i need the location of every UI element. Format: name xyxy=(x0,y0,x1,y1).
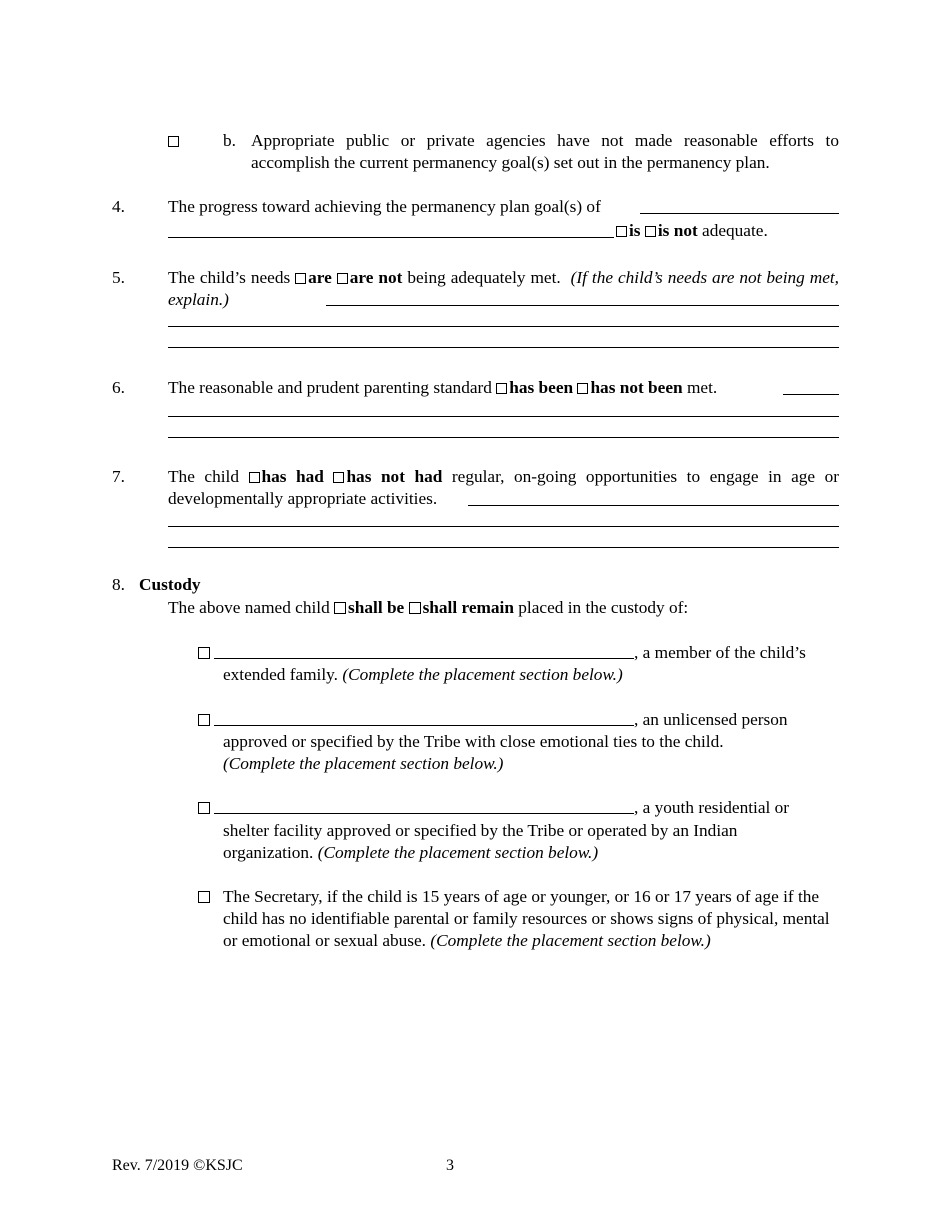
item4-is-label: is xyxy=(629,221,641,240)
custody-option-facility-instruction: (Complete the placement section below.) xyxy=(317,843,599,862)
item7-paragraph xyxy=(168,466,839,510)
item4-goal-line-1[interactable] xyxy=(640,213,839,214)
item4-is-not-checkbox[interactable] xyxy=(645,226,656,237)
item4-options xyxy=(616,220,768,242)
item5-instruction: (If the child’s needs are not being met, explain.) xyxy=(168,268,839,309)
item7-number: 7. xyxy=(112,467,125,486)
custody-option-facility-cont2 xyxy=(223,842,598,864)
custody-option-facility-checkbox[interactable] xyxy=(198,797,212,819)
custody-option-family-cont-text: extended family. xyxy=(223,665,339,684)
item7-has-had-checkbox[interactable] xyxy=(249,472,260,483)
item5-are-not-label: are not xyxy=(349,268,403,287)
item8-shall-be-checkbox[interactable] xyxy=(334,602,346,614)
custody-option-secretary-text xyxy=(223,886,833,952)
custody-option-family-cont xyxy=(223,664,623,686)
item4-is-checkbox[interactable] xyxy=(616,226,627,237)
item4-text: The progress toward achieving the permanency plan goal(s) of xyxy=(168,197,601,216)
custody-option-secretary-instruction: (Complete the placement section below.) xyxy=(430,931,711,950)
custody-option-facility-cont2-text: organization. xyxy=(223,843,314,862)
item6-line-3[interactable] xyxy=(168,437,839,438)
item5-explain-line-3[interactable] xyxy=(168,347,839,348)
item5-explain-line-2[interactable] xyxy=(168,326,839,327)
item6-tail: met. xyxy=(686,378,718,397)
custody-option-family-name-line[interactable] xyxy=(214,658,634,659)
item7-has-not-had-label: has not had xyxy=(346,467,443,486)
custody-option-family-instruction: (Complete the placement section below.) xyxy=(342,665,623,684)
item7-has-not-had-checkbox[interactable] xyxy=(333,472,344,483)
custody-option-unlicensed-instruction: (Complete the placement section below.) xyxy=(223,754,504,773)
item7-line-3[interactable] xyxy=(168,547,839,548)
footer-page-number: 3 xyxy=(446,1157,454,1174)
item5-are-not-checkbox[interactable] xyxy=(337,273,348,284)
item6-has-been-label: has been xyxy=(509,378,574,397)
item3b-checkbox[interactable] xyxy=(168,130,181,152)
item5-are-checkbox[interactable] xyxy=(295,273,306,284)
custody-option-family-checkbox[interactable] xyxy=(198,642,212,664)
item5-number: 5. xyxy=(112,268,125,287)
custody-option-facility-cont1: shelter facility approved or specified by the Tribe or operated by an Indian xyxy=(223,821,738,840)
item5-pre: The child’s needs xyxy=(168,268,291,287)
item8-pre: The above named child xyxy=(168,598,330,617)
item6-paragraph xyxy=(168,377,717,399)
item8-tail: placed in the custody of: xyxy=(518,598,689,617)
custody-option-secretary-body: The Secretary, if the child is 15 years of age or younger, or 16 or 17 years of age if the child has no identifiable parental or family resources or shows signs of physical, mental or emotional or sexual abuse. xyxy=(223,887,830,950)
item8-intro xyxy=(168,597,688,619)
item7-line-1[interactable] xyxy=(468,505,839,506)
item6-line-1[interactable] xyxy=(783,394,839,395)
item8-number: 8. xyxy=(112,575,125,594)
custody-option-unlicensed-after: , an unlicensed person xyxy=(634,710,788,729)
item6-has-not-been-checkbox[interactable] xyxy=(577,383,588,394)
item4-is-not-label: is not xyxy=(657,221,698,240)
item8-shall-be-label: shall be xyxy=(348,598,405,617)
item8-heading: Custody xyxy=(139,575,201,594)
item4-number: 4. xyxy=(112,197,125,216)
custody-option-unlicensed-name-line[interactable] xyxy=(214,725,634,726)
item7-has-had-label: has had xyxy=(261,467,324,486)
custody-option-unlicensed-checkbox[interactable] xyxy=(198,709,212,731)
item4-tail: adequate. xyxy=(702,221,768,240)
custody-option-facility-name-line[interactable] xyxy=(214,813,634,814)
item7-tail: regular, on-going opportunities to engage in age or developmentally appropriate activities. xyxy=(168,467,839,508)
item7-line-2[interactable] xyxy=(168,526,839,527)
item7-pre: The child xyxy=(168,467,239,486)
item5-explain-line-1[interactable] xyxy=(326,305,839,306)
item5-are-label: are xyxy=(308,268,332,287)
item6-pre: The reasonable and prudent parenting standard xyxy=(168,378,492,397)
item5-mid: being adequately met. xyxy=(407,268,561,287)
custody-option-unlicensed-cont: approved or specified by the Tribe with close emotional ties to the child. xyxy=(223,732,724,751)
item6-number: 6. xyxy=(112,378,125,397)
item8-shall-remain-label: shall remain xyxy=(422,598,514,617)
custody-option-family-after: , a member of the child’s xyxy=(634,643,806,662)
footer-revision: Rev. 7/2019 ©KSJC xyxy=(112,1157,243,1174)
item3b-text: Appropriate public or private agencies have not made reasonable efforts to accomplish the current permanency goal(s) set out in the permanency plan. xyxy=(251,131,839,172)
item6-has-not-been-label: has not been xyxy=(590,378,683,397)
item3b-letter: b. xyxy=(223,131,236,150)
custody-option-facility-after: , a youth residential or xyxy=(634,798,790,817)
item6-has-been-checkbox[interactable] xyxy=(496,383,507,394)
custody-option-secretary-checkbox[interactable] xyxy=(198,886,212,908)
item6-line-2[interactable] xyxy=(168,416,839,417)
item4-goal-line-2[interactable] xyxy=(168,237,614,238)
item8-shall-remain-checkbox[interactable] xyxy=(409,602,421,614)
